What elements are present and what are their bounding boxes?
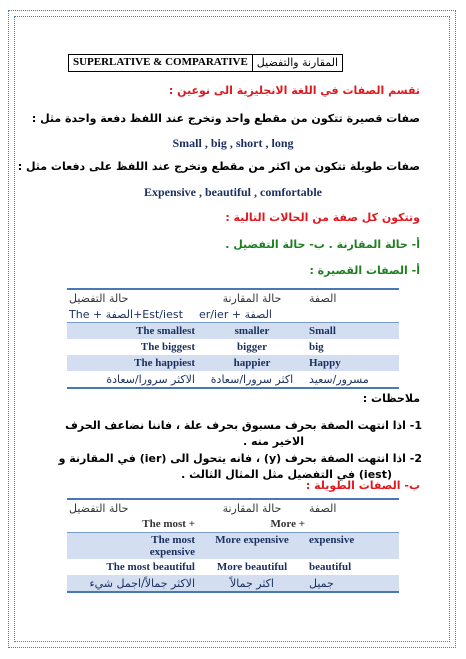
superlative-cell: The most beautiful: [67, 559, 197, 575]
table-row: [67, 533, 399, 560]
title-english: SUPERLATIVE & COMPARATIVE: [69, 55, 253, 71]
comparative-cell: smaller: [197, 323, 307, 340]
table-row: [67, 323, 399, 340]
formula-comparative: er/ier + الصفة: [197, 306, 307, 323]
formula-comparative: More +: [197, 516, 307, 533]
adjective-cell: Small: [307, 323, 399, 340]
comparative-cell: More beautiful: [197, 559, 307, 575]
formula-empty-cell: [307, 306, 399, 323]
note-2-line-2: (iest) في التفضيل مثل المثال الثالث .: [181, 468, 392, 481]
header-adjective: الصفة: [307, 499, 399, 516]
superlative-line-1: The most: [151, 534, 195, 546]
note-1-line-1: 1- اذا انتهت الصفة بحرف مسبوق بحرف علة ، فاننا نضاعف الحرف: [65, 419, 422, 432]
table-row: [67, 339, 399, 355]
header-adjective: الصفة: [307, 289, 399, 306]
intro-heading: تقسم الصفات في اللغة الانجليزية الى نوعين :: [168, 84, 420, 97]
cases-heading: وتتكون كل صفة من الحالات التالية :: [225, 211, 420, 224]
long-section-heading: ب- الصفات الطويلة :: [305, 479, 420, 492]
long-adjectives-table: [67, 498, 399, 593]
title-box: [68, 54, 343, 72]
header-superlative: حالة التفضيل: [67, 289, 197, 306]
superlative-cell: The happiest: [67, 355, 197, 371]
title-arabic: المقارنة والتفضيل: [256, 56, 339, 69]
adjective-cell: beautiful: [307, 559, 399, 575]
table-header-row: [67, 499, 399, 516]
comparative-cell: More expensive: [197, 533, 307, 560]
table-row: [67, 355, 399, 371]
header-superlative: حالة التفضيل: [67, 499, 197, 516]
table-formula-row: [67, 306, 399, 323]
superlative-cell: The biggest: [67, 339, 197, 355]
header-comparative: حالة المقارنة: [197, 289, 307, 306]
table-row: [67, 559, 399, 575]
formula-empty-cell: [307, 516, 399, 533]
formula-superlative: The most +: [67, 516, 197, 533]
formula-superlative: The + الصفة+Est/iest: [67, 306, 197, 323]
superlative-line-2: expensive: [149, 546, 195, 558]
long-adjectives-examples: Expensive , beautiful , comfortable: [144, 185, 322, 199]
meaning-comparative: اكثر جمالاً: [197, 575, 307, 592]
meaning-superlative: الاكثر جمالاً/اجمل شيء: [67, 575, 197, 592]
short-adjectives-description: صفات قصيرة تتكون من مقطع واحد وتخرج عند اللفظ دفعة واحدة مثل :: [31, 112, 420, 125]
note-2-line-1: 2- اذا انتهت الصفة بحرف (y) ، فانه يتحول الى (ier) في المقارنة و: [58, 452, 422, 465]
table-formula-row: [67, 516, 399, 533]
adjective-cell: big: [307, 339, 399, 355]
note-1: [44, 418, 422, 450]
short-section-heading: أ- الصفات القصيرة :: [309, 264, 420, 277]
long-adjectives-description: صفات طويلة تتكون من اكثر من مقطع وتخرج عند اللفظ على دفعات مثل :: [17, 160, 420, 173]
short-adjectives-table: [67, 288, 399, 389]
table-header-row: [67, 289, 399, 306]
note-1-line-2: الاخير منه .: [242, 435, 304, 448]
notes-heading: ملاحظات :: [362, 392, 420, 405]
table-meaning-row: [67, 575, 399, 592]
table-meaning-row: [67, 371, 399, 388]
adjective-cell: Happy: [307, 355, 399, 371]
comparative-cell: bigger: [197, 339, 307, 355]
cases-list: أ- حالة المقارنة . ب- حالة التفضيل .: [225, 238, 420, 251]
header-comparative: حالة المقارنة: [197, 499, 307, 516]
comparative-cell: happier: [197, 355, 307, 371]
adjective-cell: expensive: [307, 533, 399, 560]
meaning-adjective: مسرور/سعيد: [307, 371, 399, 388]
superlative-cell: [67, 533, 197, 560]
meaning-superlative: الاكثر سرورا/سعادة: [67, 371, 197, 388]
superlative-cell: The smallest: [67, 323, 197, 340]
short-adjectives-examples: Small , big , short , long: [172, 136, 294, 150]
meaning-adjective: جميل: [307, 575, 399, 592]
meaning-comparative: اكثر سرورا/سعادة: [197, 371, 307, 388]
